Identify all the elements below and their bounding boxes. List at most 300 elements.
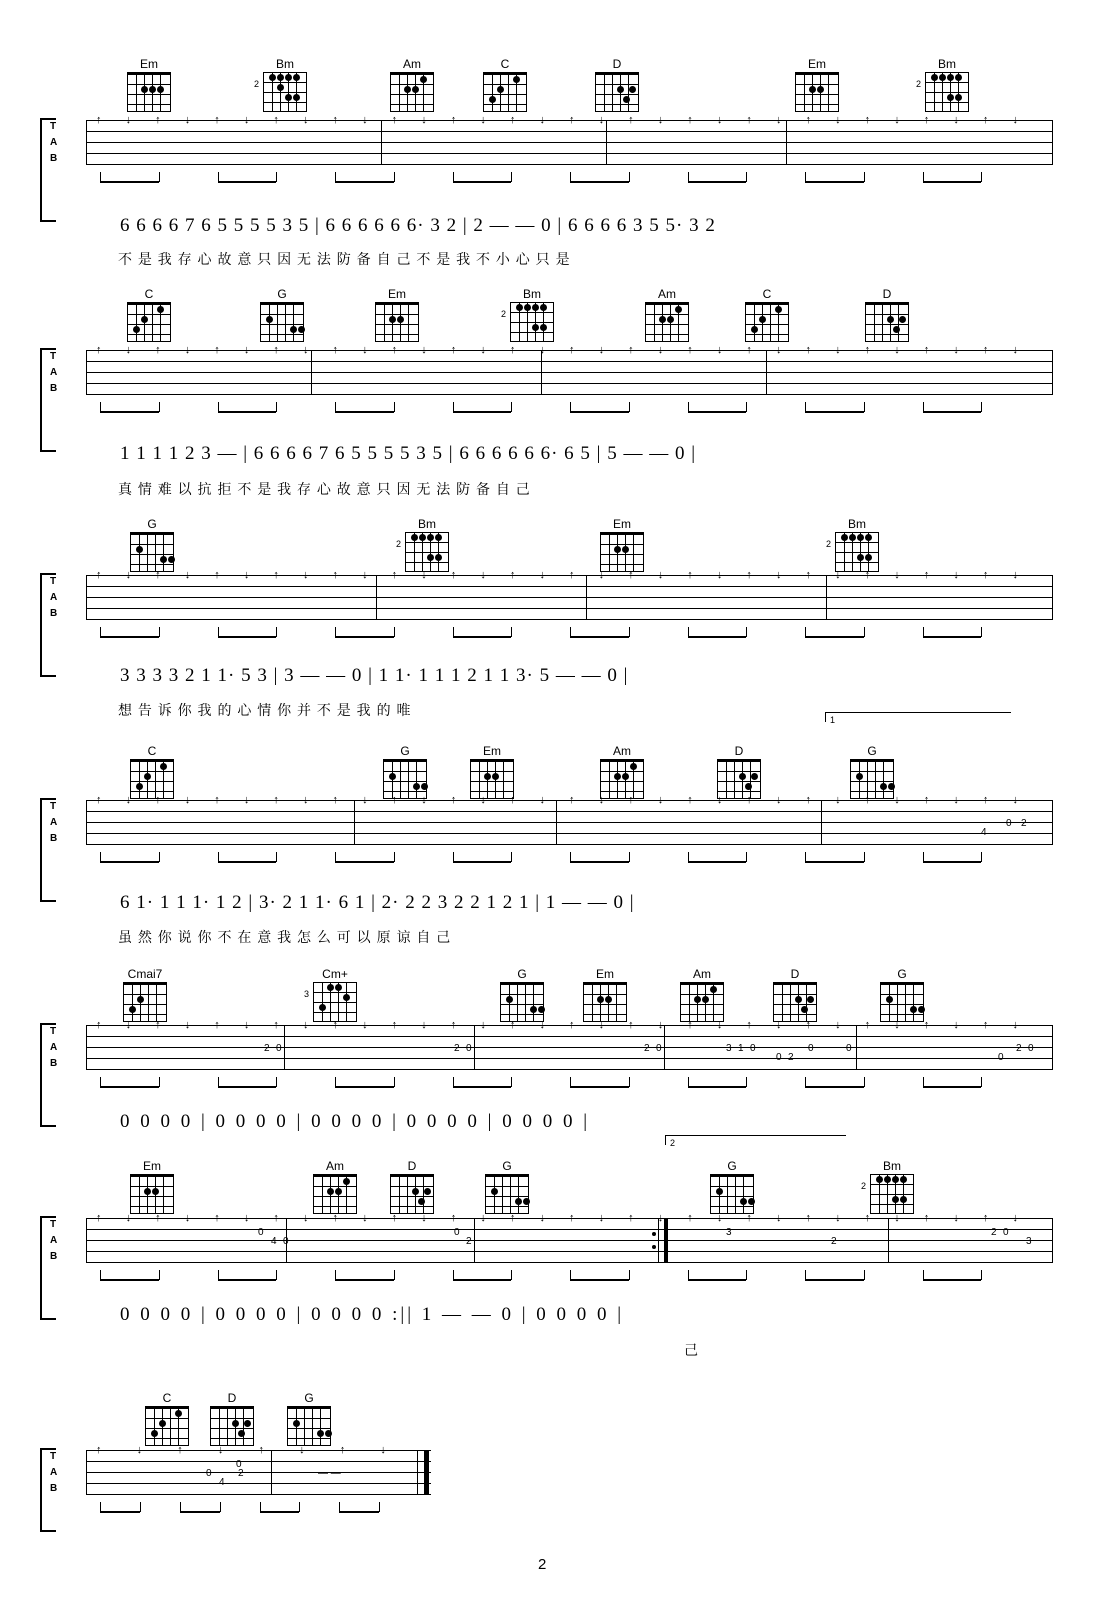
strum-arrow: ↓ — [125, 794, 132, 806]
rhythm-stem — [864, 1077, 865, 1087]
strum-arrow: ↑ — [509, 1019, 516, 1031]
strum-arrow: ↓ — [835, 1212, 841, 1224]
strum-arrow: ↑ — [155, 794, 161, 806]
strum-arrow: ↓ — [243, 114, 250, 126]
tab-fret-3b: 3 — [1026, 1236, 1032, 1247]
strum-arrow: ↓ — [480, 114, 486, 126]
rhythm-stem — [981, 1077, 982, 1087]
system-2 — [40, 340, 1060, 450]
strum-arrow: ↑ — [982, 1212, 989, 1224]
rhythm-stem — [511, 402, 512, 412]
chord-name: G — [277, 287, 287, 301]
strum-arrow: ↓ — [657, 794, 664, 806]
strum-arrow: ↓ — [302, 1019, 309, 1031]
chord-name: G — [502, 1159, 512, 1173]
rhythm-stem — [276, 1270, 277, 1280]
tab-fret-2: 2 — [264, 1043, 270, 1054]
rhythm-beam — [218, 411, 277, 413]
rhythm-stem — [511, 1077, 512, 1087]
strum-arrow: ↓ — [598, 1212, 605, 1224]
strum-arrow: ↓ — [775, 1212, 782, 1224]
strum-arrow: ↑ — [864, 1212, 871, 1224]
chord-diagram-D — [860, 288, 914, 342]
strum-arrow: ↑ — [687, 1212, 693, 1224]
strum-arrow: ↑ — [450, 344, 457, 356]
strum-arrow: ↑ — [982, 794, 989, 806]
strum-arrow: ↑ — [864, 794, 871, 806]
strum-arrow: ↑ — [332, 569, 338, 581]
lyric-line-1: 不 是 我 存 心 故 意 只 因 无 法 防 备 自 己 不 是 我 不 小 心 只 是 — [118, 251, 571, 267]
strum-arrow: ↓ — [657, 344, 664, 356]
rhythm-stem — [394, 1270, 395, 1280]
rhythm-stem — [511, 172, 512, 182]
lyric-line-4: 虽 然 你 说 你 不 在 意 我 怎 么 可 以 原 谅 自 己 — [118, 929, 452, 945]
chord-name: C — [144, 287, 154, 301]
strum-arrow: ↓ — [299, 1444, 305, 1456]
strum-arrow: ↑ — [332, 344, 338, 356]
chord-name: Bm — [938, 57, 956, 71]
strum-arrow: ↓ — [775, 114, 782, 126]
rhythm-beam — [923, 861, 982, 863]
rhythm-stem — [864, 402, 865, 412]
rhythm-stem — [746, 627, 747, 637]
tab-letter-A: A — [50, 137, 58, 148]
strum-arrow: ↓ — [302, 794, 309, 806]
strum-arrow: ↓ — [894, 344, 900, 356]
strum-arrow: ↓ — [716, 344, 723, 356]
strum-arrow: ↑ — [391, 1019, 398, 1031]
rhythm-beam — [570, 636, 629, 638]
chord-diagram-G — [125, 518, 179, 572]
strum-arrow: ↓ — [953, 344, 959, 356]
tab-letter-T: T — [50, 1219, 57, 1230]
strum-arrow: ↓ — [657, 569, 664, 581]
strum-arrow: ↓ — [835, 1019, 841, 1031]
strum-arrow: ↑ — [273, 114, 279, 126]
chord-diagram-Am — [595, 745, 649, 799]
page-number: 2 — [538, 1556, 547, 1573]
strum-arrow: ↑ — [391, 794, 398, 806]
rhythm-beam — [805, 1086, 864, 1088]
rhythm-beam — [570, 1279, 629, 1281]
strum-arrow: ↑ — [96, 1212, 102, 1224]
rhythm-stem — [746, 852, 747, 862]
strum-arrow: ↓ — [243, 1019, 250, 1031]
tab-staff — [50, 1025, 1052, 1073]
chord-name: Am — [613, 744, 631, 758]
strum-arrow: ↑ — [746, 569, 752, 581]
strum-arrow: ↓ — [362, 114, 368, 126]
chord-diagram-Em — [122, 58, 176, 112]
strum-arrow: ↓ — [539, 114, 545, 126]
chord-name: C — [500, 57, 510, 71]
tab-letter-B: B — [50, 153, 58, 164]
chord-diagram-C — [125, 745, 179, 799]
strum-arrow: ↓ — [953, 1212, 959, 1224]
fret-number: 2 — [826, 539, 832, 549]
rhythm-stem — [159, 627, 160, 637]
strum-arrow: ↑ — [923, 569, 930, 581]
strum-arrow: ↓ — [657, 114, 664, 126]
chord-name: G — [727, 1159, 737, 1173]
strum-arrow: ↑ — [332, 1212, 338, 1224]
chord-diagram-Am — [675, 968, 729, 1022]
chord-diagram-G — [705, 1160, 759, 1214]
rhythm-beam — [923, 1086, 982, 1088]
strum-arrow: ↑ — [96, 1019, 102, 1031]
tab-staff — [50, 350, 1052, 398]
rhythm-beam — [100, 1086, 159, 1088]
tab-fret-0g: 0 — [776, 1052, 782, 1063]
strum-arrow: ↑ — [155, 569, 161, 581]
strum-arrow: ↓ — [243, 1212, 250, 1224]
strum-arrow: ↓ — [1012, 1019, 1018, 1031]
system-6 — [40, 1208, 1060, 1318]
strum-arrow: ↓ — [835, 344, 841, 356]
strum-arrow: ↓ — [125, 569, 132, 581]
chord-name: D — [882, 287, 892, 301]
strum-arrow: ↑ — [746, 794, 752, 806]
strum-arrow: ↑ — [746, 1019, 752, 1031]
chord-diagram-Cm-plus — [304, 967, 362, 1022]
chord-name: G — [400, 744, 410, 758]
chord-diagram-Cmaj7 — [118, 968, 172, 1022]
tab-staff — [50, 800, 1052, 848]
rhythm-beam — [805, 636, 864, 638]
rhythm-beam — [453, 861, 512, 863]
tab-fret-4: 4 — [271, 1236, 277, 1247]
tab-letter-B: B — [50, 1058, 58, 1069]
strum-arrow: ↑ — [569, 1019, 575, 1031]
rhythm-beam — [453, 181, 512, 183]
strum-arrow: ↓ — [894, 1019, 900, 1031]
strum-arrow: ↑ — [628, 1212, 634, 1224]
strum-arrow: ↑ — [155, 114, 161, 126]
strum-arrow: ↓ — [657, 1019, 664, 1031]
strum-arrow: ↓ — [894, 569, 900, 581]
system-1 — [40, 110, 1060, 220]
strum-arrow: ↑ — [864, 344, 871, 356]
rhythm-stem — [394, 172, 395, 182]
rhythm-beam — [805, 411, 864, 413]
strum-arrow: ↓ — [362, 1212, 368, 1224]
chord-name: Bm — [276, 57, 294, 71]
tab-fret-2: 2 — [238, 1468, 244, 1479]
strum-arrow: ↑ — [805, 1212, 811, 1224]
strum-arrow: ↑ — [569, 114, 575, 126]
strum-arrow: ↓ — [1012, 794, 1018, 806]
strum-arrow: ↓ — [657, 1212, 664, 1224]
tab-fret-0: 0 — [1006, 818, 1012, 829]
strum-arrow: ↑ — [509, 114, 516, 126]
rhythm-beam — [335, 1086, 394, 1088]
fret-number: 2 — [501, 309, 507, 319]
chord-diagram-Bm — [501, 287, 559, 342]
chord-diagram-Bm — [861, 1159, 919, 1214]
strum-arrow: ↑ — [864, 114, 871, 126]
strum-arrow: ↓ — [894, 794, 900, 806]
strum-arrow: ↓ — [243, 344, 250, 356]
strum-arrow: ↑ — [982, 114, 989, 126]
tab-fret-0c: 0 — [454, 1227, 460, 1238]
chord-diagram-Bm — [916, 57, 974, 112]
strum-arrow: ↓ — [716, 569, 723, 581]
chord-name: Bm — [523, 287, 541, 301]
chord-name: Am — [693, 967, 711, 981]
tab-fret-3: 3 — [726, 1227, 732, 1238]
strum-arrow: ↑ — [687, 1019, 693, 1031]
rhythm-stem — [629, 172, 630, 182]
chord-diagram-Bm — [396, 517, 454, 572]
dash-notes: — — — [318, 1468, 341, 1479]
strum-arrow: ↑ — [332, 114, 338, 126]
chord-name: Cm+ — [322, 967, 348, 981]
strum-arrow: ↑ — [214, 1212, 220, 1224]
chord-name: D — [790, 967, 800, 981]
strum-arrow: ↑ — [155, 1019, 161, 1031]
strum-arrow: ↑ — [273, 569, 279, 581]
strum-arrow: ↓ — [775, 344, 782, 356]
chord-diagram-G — [480, 1160, 534, 1214]
tab-fret-2b: 2 — [831, 1236, 837, 1247]
chord-diagram-Em — [790, 58, 844, 112]
strum-arrow: ↑ — [982, 1019, 989, 1031]
rhythm-beam — [805, 181, 864, 183]
strum-arrow: ↓ — [598, 569, 605, 581]
tab-fret-0: 2 — [454, 1043, 460, 1054]
rhythm-beam — [453, 1086, 512, 1088]
rhythm-beam — [453, 636, 512, 638]
chord-name: D — [407, 1159, 417, 1173]
rhythm-stem — [159, 172, 160, 182]
fret-number: 2 — [254, 79, 260, 89]
strum-arrow: ↑ — [273, 794, 279, 806]
strum-arrow: ↓ — [835, 569, 841, 581]
strum-arrow: ↑ — [155, 1212, 161, 1224]
lyric-line-3: 想 告 诉 你 我 的 心 情 你 并 不 是 我 的 唯 — [118, 702, 412, 718]
strum-arrow: ↑ — [509, 794, 516, 806]
chord-name: G — [897, 967, 907, 981]
chord-diagram-C — [122, 288, 176, 342]
fret-number: 2 — [396, 539, 402, 549]
chord-diagram-D — [385, 1160, 439, 1214]
rhythm-stem — [629, 627, 630, 637]
system-4 — [40, 790, 1060, 900]
tab-letter-B: B — [50, 383, 58, 394]
strum-arrow: ↓ — [716, 1212, 723, 1224]
chord-name: Em — [596, 967, 614, 981]
strum-arrow: ↑ — [923, 1019, 930, 1031]
strum-arrow: ↑ — [864, 569, 871, 581]
strum-arrow: ↓ — [953, 1019, 959, 1031]
tab-fret-1: 1 — [738, 1043, 744, 1054]
strum-arrow: ↓ — [953, 794, 959, 806]
strum-arrow: ↑ — [391, 114, 398, 126]
tab-letter-T: T — [50, 1026, 57, 1037]
rhythm-beam — [180, 1511, 220, 1513]
system-brace — [40, 118, 56, 222]
jianpu-line-1: 6 6 6 6 7 6 5 5 5 5 3 5 | 6 6 6 6 6 6· 3 2 | 2 — — 0 | 6 6 6 6 3 5 5· 3 2 — [120, 215, 716, 236]
chord-name: Em — [388, 287, 406, 301]
strum-arrow: ↓ — [421, 794, 427, 806]
system-brace — [40, 573, 56, 677]
strum-arrow: ↓ — [598, 114, 605, 126]
chord-name: G — [517, 967, 527, 981]
strum-arrow: ↑ — [96, 569, 102, 581]
rhythm-stem — [140, 1502, 141, 1512]
chord-diagram-G — [255, 288, 309, 342]
rhythm-beam — [218, 181, 277, 183]
tab-letter-A: A — [50, 592, 58, 603]
strum-arrow: ↑ — [155, 344, 161, 356]
strum-arrow: ↑ — [628, 344, 634, 356]
rhythm-stem — [159, 1077, 160, 1087]
rhythm-beam — [100, 181, 159, 183]
strum-arrow: ↑ — [214, 1019, 220, 1031]
tab-staff — [50, 1218, 1052, 1266]
chord-name: C — [147, 744, 157, 758]
chord-diagram-Bm — [826, 517, 884, 572]
rhythm-stem — [394, 1077, 395, 1087]
rhythm-beam — [100, 861, 159, 863]
strum-arrow: ↑ — [96, 1444, 102, 1456]
tab-fret-2: 2 — [466, 1236, 472, 1247]
strum-arrow: ↓ — [184, 794, 191, 806]
rhythm-stem — [746, 1077, 747, 1087]
strum-arrow: ↑ — [214, 569, 220, 581]
chord-diagram-G — [378, 745, 432, 799]
jianpu-line-6: 0 0 0 0 | 0 0 0 0 | 0 0 0 0 :|| 1 — — 0 | 0 0 0 0 | — [120, 1304, 625, 1325]
rhythm-beam — [218, 1279, 277, 1281]
strum-arrow: ↓ — [894, 114, 900, 126]
rhythm-beam — [923, 636, 982, 638]
strum-arrow: ↓ — [136, 1444, 143, 1456]
tab-letter-T: T — [50, 351, 57, 362]
tab-fret-2c: 2 — [991, 1227, 997, 1238]
strum-arrow: ↑ — [746, 1212, 752, 1224]
system-brace — [40, 1216, 56, 1320]
chord-name: Em — [613, 517, 631, 531]
volta-bracket-2 — [665, 1135, 846, 1145]
tab-fret-0d: 0 — [1003, 1227, 1009, 1238]
strum-arrow: ↓ — [953, 114, 959, 126]
strum-arrow: ↑ — [96, 344, 102, 356]
chord-name: D — [612, 57, 622, 71]
system-brace — [40, 1023, 56, 1127]
tab-fret-2: 2 — [1021, 818, 1027, 829]
strum-arrow: ↑ — [273, 1019, 279, 1031]
chord-diagram-D — [712, 745, 766, 799]
strum-arrow: ↑ — [569, 1212, 575, 1224]
chord-name: Em — [808, 57, 826, 71]
chord-name: D — [734, 744, 744, 758]
strum-arrow: ↑ — [805, 344, 811, 356]
tab-letter-A: A — [50, 1235, 58, 1246]
tab-staff — [50, 1450, 431, 1498]
system-3 — [40, 565, 1060, 675]
chord-diagram-G — [845, 745, 899, 799]
rhythm-beam — [923, 1279, 982, 1281]
rhythm-beam — [923, 181, 982, 183]
strum-arrow: ↑ — [746, 114, 752, 126]
strum-arrow: ↓ — [480, 1212, 486, 1224]
rhythm-beam — [688, 1279, 747, 1281]
chord-name: Cmai7 — [127, 967, 163, 981]
tab-fret-0b: 0 — [466, 1043, 472, 1054]
strum-arrow: ↓ — [716, 794, 723, 806]
strum-arrow: ↑ — [450, 114, 457, 126]
strum-arrow: ↓ — [480, 569, 486, 581]
strum-arrow: ↑ — [509, 1212, 516, 1224]
repeat-barline — [664, 1218, 668, 1263]
strum-arrow: ↓ — [302, 569, 309, 581]
rhythm-beam — [100, 636, 159, 638]
jianpu-line-4: 6 1· 1 1 1· 1 2 | 3· 2 1 1· 6 1 | 2· 2 2 3 2 2 1 2 1 | 1 — — 0 | — [120, 892, 635, 913]
strum-arrow: ↑ — [450, 794, 457, 806]
strum-arrow: ↑ — [805, 1019, 811, 1031]
chord-name: C — [162, 1391, 172, 1405]
rhythm-stem — [981, 627, 982, 637]
rhythm-stem — [379, 1502, 380, 1512]
strum-arrow: ↑ — [923, 794, 930, 806]
rhythm-stem — [981, 852, 982, 862]
strum-arrow: ↓ — [1012, 344, 1018, 356]
strum-arrow: ↑ — [509, 569, 516, 581]
chord-diagram-Em — [370, 288, 424, 342]
rhythm-stem — [276, 172, 277, 182]
jianpu-line-2: 1 1 1 1 2 3 — | 6 6 6 6 7 6 5 5 5 5 3 5 | 6 6 6 6 6 6· 6 5 | 5 — — 0 | — [120, 443, 697, 464]
strum-arrow: ↑ — [687, 114, 693, 126]
strum-arrow: ↑ — [628, 569, 634, 581]
tab-fret-0: 0 — [276, 1043, 282, 1054]
strum-arrow: ↑ — [214, 794, 220, 806]
rhythm-beam — [688, 1086, 747, 1088]
strum-arrow: ↑ — [628, 1019, 634, 1031]
strum-arrow: ↓ — [716, 114, 723, 126]
tab-letter-T: T — [50, 801, 57, 812]
tab-fret-0d: 0 — [750, 1043, 756, 1054]
rhythm-stem — [746, 1270, 747, 1280]
tab-fret-0: 0 — [283, 1236, 289, 1247]
rhythm-beam — [100, 411, 159, 413]
strum-arrow: ↓ — [184, 1019, 191, 1031]
strum-arrow: ↑ — [391, 344, 398, 356]
tab-letter-A: A — [50, 1467, 58, 1478]
rhythm-beam — [218, 861, 277, 863]
rhythm-stem — [981, 1270, 982, 1280]
chord-name: Bm — [883, 1159, 901, 1173]
rhythm-beam — [335, 636, 394, 638]
chord-name: Bm — [418, 517, 436, 531]
strum-arrow: ↓ — [421, 1019, 427, 1031]
rhythm-stem — [746, 402, 747, 412]
rhythm-beam — [335, 411, 394, 413]
chord-diagram-D — [590, 58, 644, 112]
strum-arrow: ↑ — [805, 569, 811, 581]
rhythm-stem — [276, 852, 277, 862]
chord-diagram-G — [495, 968, 549, 1022]
chord-diagram-Am — [385, 58, 439, 112]
strum-arrow: ↓ — [539, 1019, 545, 1031]
rhythm-stem — [159, 402, 160, 412]
rhythm-stem — [629, 402, 630, 412]
strum-arrow: ↓ — [775, 1019, 782, 1031]
rhythm-stem — [629, 852, 630, 862]
strum-arrow: ↓ — [125, 1212, 132, 1224]
strum-arrow: ↑ — [746, 344, 752, 356]
chord-name: Am — [326, 1159, 344, 1173]
strum-arrow: ↓ — [421, 114, 427, 126]
